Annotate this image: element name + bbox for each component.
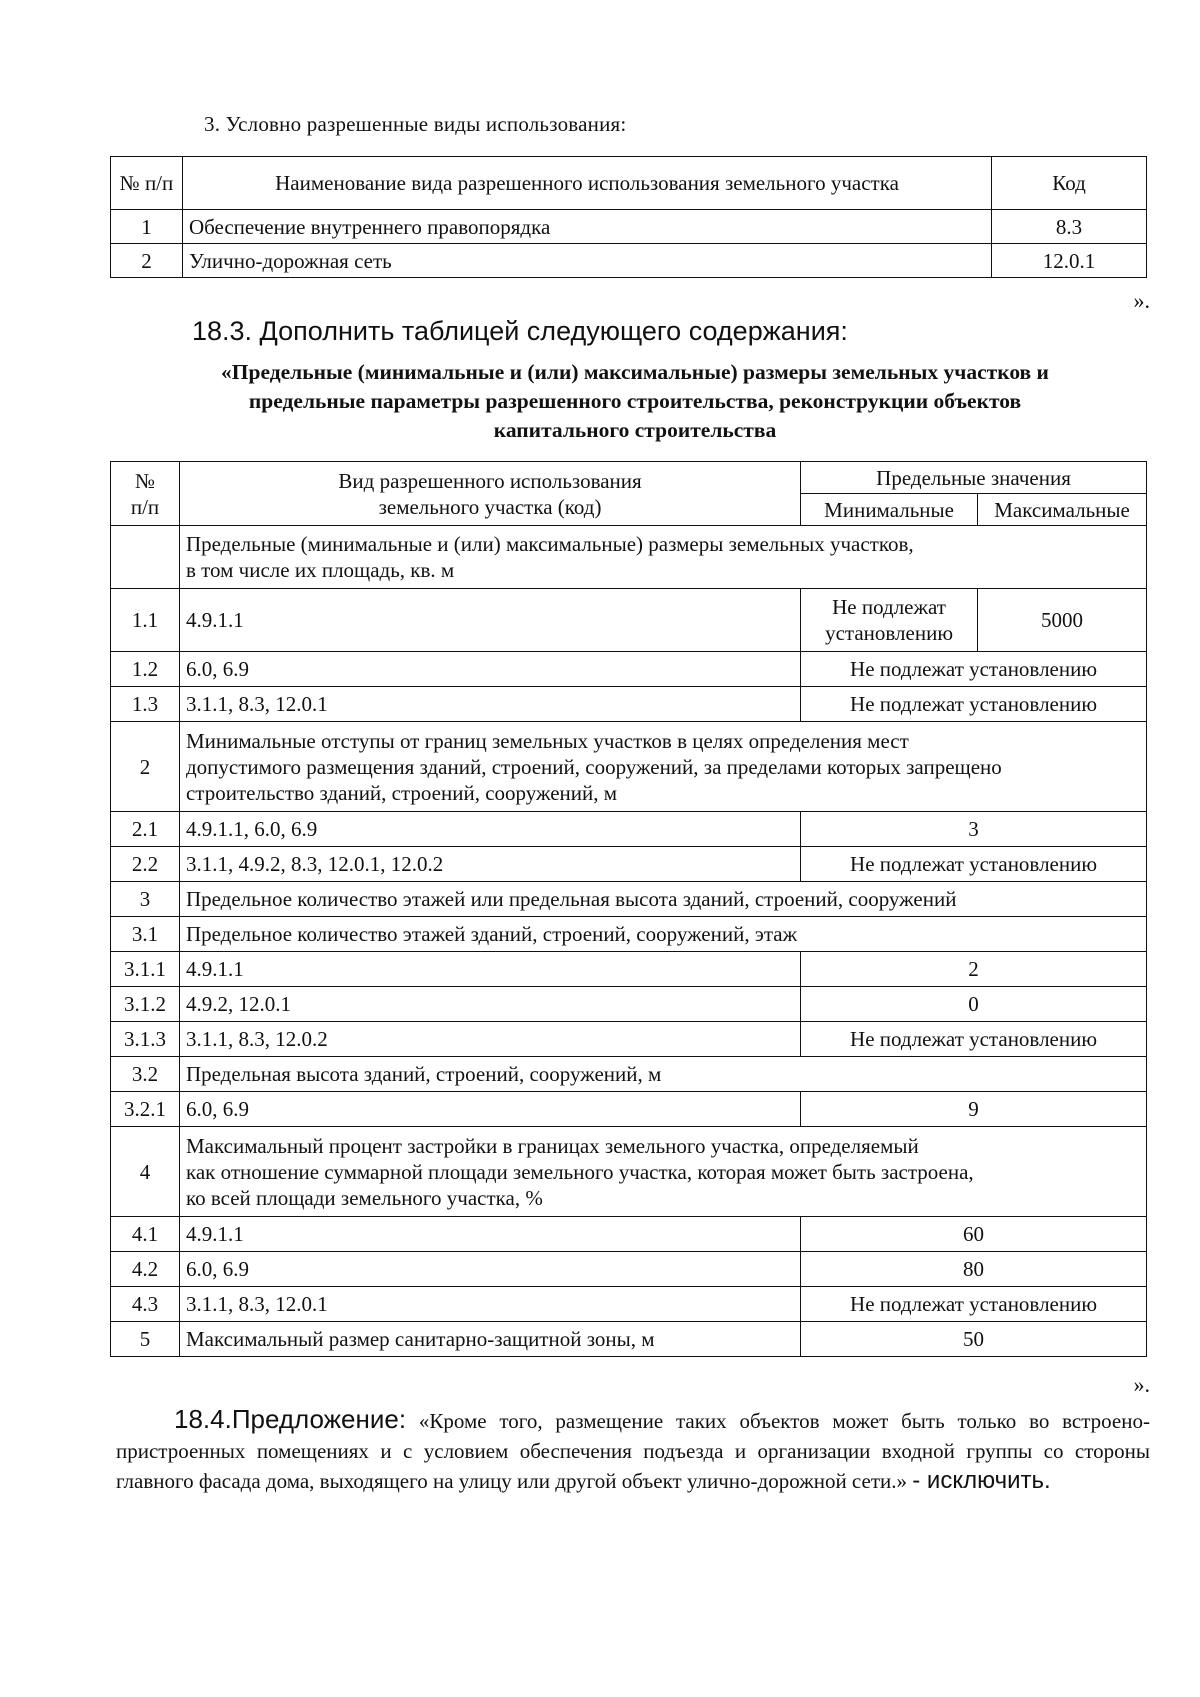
header-row-1 xyxy=(111,462,1147,494)
table-row: 3.1.1 4.9.1.1 2 xyxy=(111,952,1147,987)
section-3-heading: 3. Условно разрешенные виды использования: xyxy=(204,112,627,136)
table-row: 2.2 3.1.1, 4.9.2, 8.3, 12.0.1, 12.0.2 Не подлежат установлению xyxy=(111,847,1147,882)
table-row: 5 Максимальный размер санитарно-защитной зоны, м 50 xyxy=(111,1322,1147,1357)
table-row: 1.1 4.9.1.1 Не подлежат установлению 5000 xyxy=(111,589,1147,652)
table-row: 3.2.1 6.0, 6.9 9 xyxy=(111,1092,1147,1127)
table-row xyxy=(111,244,1147,278)
header-num: № п/п xyxy=(111,462,180,526)
section-18-3-heading: 18.3. Дополнить таблицей следующего содержания: xyxy=(192,316,848,346)
title-line-3: капитального строительства xyxy=(493,418,777,442)
table-row: 4.3 3.1.1, 8.3, 12.0.1 Не подлежат установлению xyxy=(111,1287,1147,1322)
section-row: 2 Минимальные отступы от границ земельных участков в целях определения мест допустимого размещения зданий, строений, сооружений, за пределами которых запрещено строительство зданий, строений, сооружений, м xyxy=(111,722,1147,812)
section-row: 3 Предельное количество этажей или предельная высота зданий, строений, сооружений xyxy=(111,882,1147,917)
table-row: 4.2 6.0, 6.9 80 xyxy=(111,1252,1147,1287)
section-text: Минимальные отступы от границ земельных участков в целях определения мест допустимого размещения зданий, строений, сооружений, за пределами которых запрещено строительство зданий, строений, сооружений, м xyxy=(179,722,1146,812)
row-code: 8.3 xyxy=(992,210,1147,244)
exclude-action: - исключить. xyxy=(912,1467,1051,1494)
closing-quote-2: ». xyxy=(1133,1372,1150,1397)
section-row: 3.1 Предельное количество этажей зданий, строений, сооружений, этаж xyxy=(111,917,1147,952)
section-row: 3.2 Предельная высота зданий, строений, сооружений, м xyxy=(111,1057,1147,1092)
proposal-label: 18.4.Предложение: xyxy=(174,1404,407,1434)
table-row: 2.1 4.9.1.1, 6.0, 6.9 3 xyxy=(111,812,1147,847)
limits-table xyxy=(110,461,1147,1357)
limits-table-title xyxy=(150,358,1120,445)
min-value: Не подлежат установлению xyxy=(801,589,978,652)
header-min: Минимальные xyxy=(801,494,978,526)
table-row: 4.1 4.9.1.1 60 xyxy=(111,1217,1147,1252)
row-code: 12.0.1 xyxy=(992,244,1147,278)
section-row: 4 Максимальный процент застройки в границах земельного участка, определяемый как отношение суммарной площади земельного участка, которая может быть застроена, ко всей площади земельного участка, % xyxy=(111,1127,1147,1217)
section-text: Максимальный процент застройки в границах земельного участка, определяемый как отношение суммарной площади земельного участка, которая может быть застроена, ко всей площади земельного участка, % xyxy=(179,1127,1146,1217)
header-code: Код xyxy=(992,157,1147,210)
header-name: Наименование вида разрешенного использования земельного участка xyxy=(182,157,991,210)
closing-quote-1: ». xyxy=(1133,288,1150,313)
section-row xyxy=(111,526,1147,589)
title-line-2: предельные параметры разрешенного строительства, реконструкции объектов xyxy=(248,389,1022,413)
proposal-text: «Кроме того, размещение таких объектов может быть только во встроено-пристроенных помещениях и с условием обеспечения подъезда и организации входной группы со стороны главного фасада дома, выходящего на улицу или другой объект улично-дорожной сети.» xyxy=(116,1409,1150,1493)
header-limits: Предельные значения xyxy=(801,462,1147,494)
row-num: 1 xyxy=(111,210,183,244)
table-row: 1.2 6.0, 6.9 Не подлежат установлению xyxy=(111,652,1147,687)
header-kind: Вид разрешенного использования земельного участка (код) xyxy=(179,462,800,526)
row-num: 2 xyxy=(111,244,183,278)
title-line-1: «Предельные (минимальные и (или) максимальные) размеры земельных участков и xyxy=(221,360,1049,384)
table-header-row xyxy=(111,157,1147,210)
max-value: 5000 xyxy=(978,589,1147,652)
table-row xyxy=(111,210,1147,244)
header-max: Максимальные xyxy=(978,494,1147,526)
row-name: Обеспечение внутреннего правопорядка xyxy=(182,210,991,244)
section-18-4-paragraph xyxy=(116,1404,1150,1496)
table-row: 1.3 3.1.1, 8.3, 12.0.1 Не подлежат установлению xyxy=(111,687,1147,722)
conditional-uses-table xyxy=(110,156,1147,278)
section-text: Предельные (минимальные и (или) максимальные) размеры земельных участков, в том числе их площадь, кв. м xyxy=(179,526,1146,589)
table-row: 3.1.3 3.1.1, 8.3, 12.0.2 Не подлежат установлению xyxy=(111,1022,1147,1057)
row-name: Улично-дорожная сеть xyxy=(182,244,991,278)
table-row: 3.1.2 4.9.2, 12.0.1 0 xyxy=(111,987,1147,1022)
header-num: № п/п xyxy=(111,157,183,210)
